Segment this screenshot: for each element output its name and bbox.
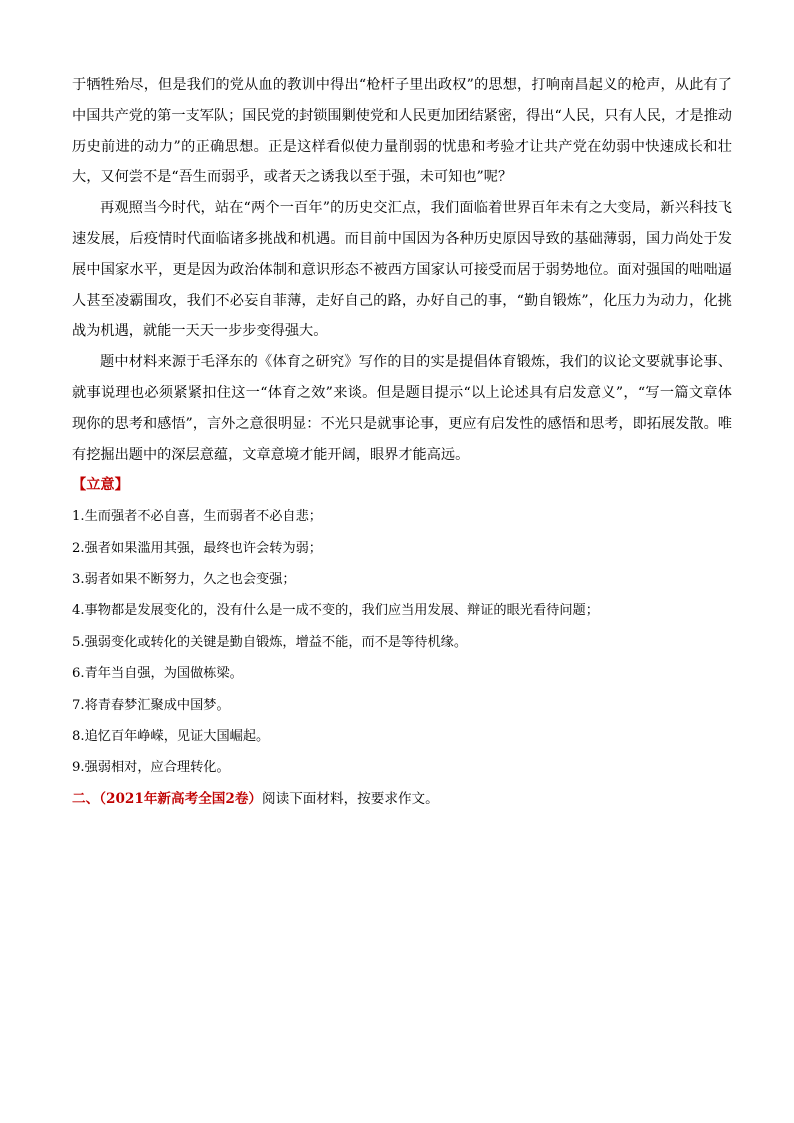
paragraph-1: 于牺牲殆尽，但是我们的党从血的教训中得出“枪杆子里出政权”的思想，打响南昌起义的枪声，从此有了中国共产党的第一支军队；国民党的封锁围剿使党和人民更加团结紧密，得出“人民，只有人民，才是推动历史前进的动力”的正确思想。正是这样看似使力量削弱的忧患和考验才让共产党在幼弱中快速成长和壮大，又何尝不是“吾生而弱乎，或者天之诱我以至于强，未可知也”呢？ — [72, 77, 732, 186]
question-line — [72, 784, 732, 814]
list-item: 1.生而强者不必自喜，生而弱者不必自悲； — [72, 509, 322, 525]
list-item: 3.弱者如果不断努力，久之也会变强； — [72, 571, 296, 587]
list-item: 9.强弱相对，应合理转化。 — [72, 760, 230, 776]
question-text: 阅读下面材料，按要求作文。 — [262, 790, 439, 807]
list-item: 4.事物都是发展变化的，没有什么是一成不变的，我们应当用发展、辩证的眼光看待问题； — [72, 603, 599, 619]
question-source: （2021年新高考全国2卷） — [99, 790, 263, 807]
paragraph-3: 题中材料来源于毛泽东的《体育之研究》写作的目的实是提倡体育锻炼，我们的议论文要就事论事、就事说理也必须紧紧扣住这一“体育之效”来谈。但是题目提示“以上论述具有启发意义”，“写一篇文章体现你的思考和感悟”，言外之意很明显：不光只是就事论事，更应有启发性的感悟和思考，即拓展发散。唯有挖掘出题中的深层意蕴，文章意境才能开阔，眼界才能高远。 — [72, 354, 732, 463]
liyi-list — [72, 501, 732, 784]
liyi-heading: 【立意】 — [72, 477, 129, 494]
paragraph-2: 再观照当今时代，站在“两个一百年”的历史交汇点，我们面临着世界百年未有之大变局，新兴科技飞速发展，后疫情时代面临诸多挑战和机遇。而目前中国因为各种历史原因导致的基础薄弱，国力尚处于发展中国家水平，更是因为政治体制和意识形态不被西方国家认可接受而居于弱势地位。面对强国的咄咄逼人甚至凌霸围攻，我们不必妄自菲薄，走好自己的路，办好自己的事，“勤自锻炼”，化压力为动力，化挑战为机遇，就能一天天一步步变得强大。 — [72, 200, 732, 340]
list-item: 5.强弱变化或转化的关键是勤自锻炼，增益不能，而不是等待机缘。 — [72, 634, 468, 650]
list-item: 2.强者如果滥用其强，最终也许会转为弱； — [72, 540, 322, 556]
document-page — [72, 70, 732, 814]
list-item: 6.青年当自强，为国做栋梁。 — [72, 666, 243, 682]
list-item: 8.追忆百年峥嵘，见证大国崛起。 — [72, 729, 270, 744]
list-item: 7.将青春梦汇聚成中国梦。 — [72, 697, 230, 713]
question-prefix: 二、 — [72, 790, 100, 807]
